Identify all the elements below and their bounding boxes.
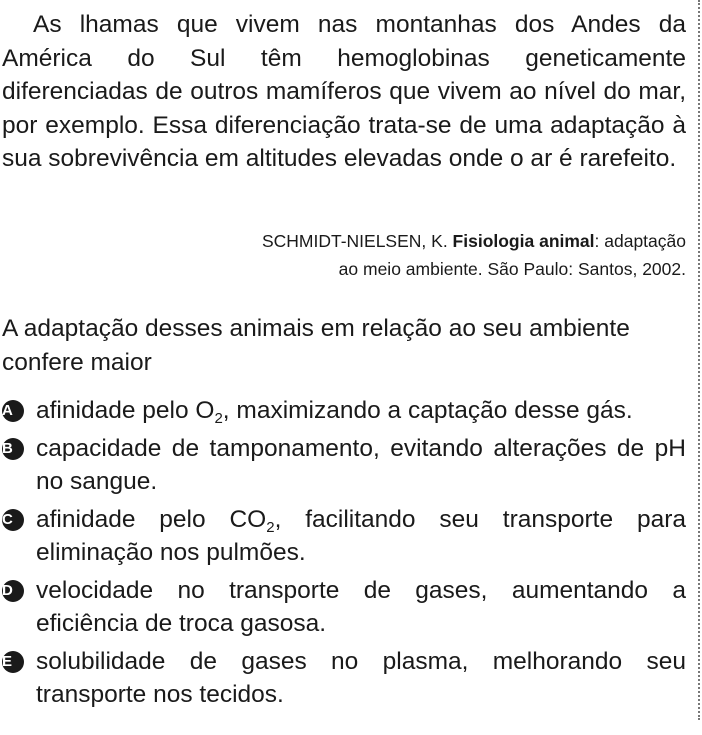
column-divider [698,0,700,720]
option-c-text-after: , facilitando seu transporte para eliminação nos pulmões. [36,505,686,566]
option-d-text: velocidade no transporte de gases, aumentando a eficiência de troca gasosa. [36,576,686,637]
citation [126,227,686,283]
option-a-subscript: 2 [214,410,223,427]
option-b-letter: B [2,438,24,460]
option-a-text [36,397,633,427]
option-b-text: capacidade de tamponamento, evitando alterações de pH no sangue. [36,434,686,495]
option-a-letter: A [2,400,24,422]
option-c-text [36,506,686,567]
option-e[interactable] [2,645,686,712]
option-c-text-before: afinidade pelo CO [36,505,267,533]
option-e-text: solubilidade de gases no plasma, melhorando seu transporte nos tecidos. [36,647,686,708]
citation-title: Fisiologia animal [452,231,595,251]
option-d-letter: D [2,580,24,602]
option-c[interactable] [2,503,686,570]
answer-options [2,394,686,716]
question-stem: A adaptação desses animais em relação ao seu ambiente confere maior [2,315,630,376]
option-c-letter: C [2,509,24,531]
option-a[interactable] [2,394,686,428]
citation-author: SCHMIDT-NIELSEN, K. [261,231,453,251]
option-a-text-before: afinidade pelo O [36,397,215,424]
option-a-text-after: , maximizando a captação desse gás. [222,397,633,424]
citation-publication: ao meio ambiente. São Paulo: Santos, 2002. [338,259,686,279]
option-c-subscript: 2 [266,518,275,536]
option-b[interactable] [2,432,686,499]
option-e-letter: E [2,651,24,673]
citation-subtitle: : adaptação [594,231,686,251]
option-d[interactable] [2,574,686,641]
passage-text: As lhamas que vivem nas montanhas dos Andes da América do Sul têm hemoglobinas geneticamente diferenciadas de outros mamíferos que vivem ao nível do mar, por exemplo. Essa diferenciação trata-se de uma adaptação à sua sobrevivência em altitudes elevadas onde o ar é rarefeito. [2,11,686,172]
